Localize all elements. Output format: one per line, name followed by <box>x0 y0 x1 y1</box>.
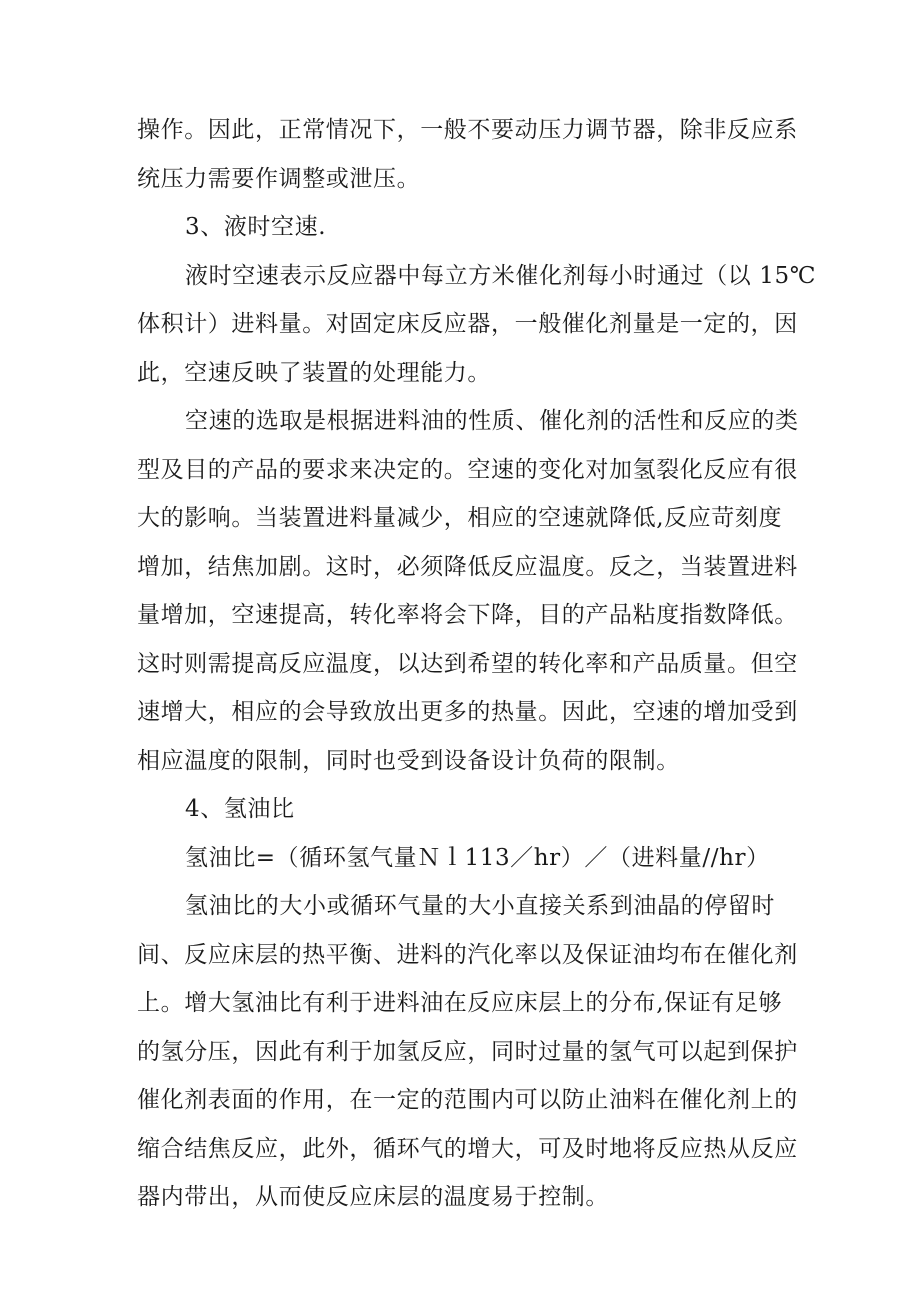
heading-text: 3、液时空速. <box>185 214 327 240</box>
text-line: 液时空速表示反应器中每立方米催化剂每小时通过（以 15℃ <box>185 262 817 289</box>
section-heading-liquid-space-velocity <box>137 203 809 252</box>
text-line: 空速的选取是根据进料油的性质、催化剂的活性和反应的类 <box>185 408 799 434</box>
text-line: 的氢分压，因此有利于加氢反应，同时过量的氢气可以起到保护 <box>137 1038 798 1065</box>
text-line: 催化剂表面的作用，在一定的范围内可以防止油料在催化剂上的 <box>137 1087 798 1113</box>
text-line: 操作。因此，正常情况下，一般不要动压力调节器，除非反应系 <box>137 117 798 143</box>
text-line: 上。增大氢油比有利于进料油在反应床层上的分布,保证有足够 <box>137 990 783 1016</box>
text-line: 器内带出，从而使反应床层的温度易于控制。 <box>137 1184 609 1210</box>
text-line: 统压力需要作调整或泄压。 <box>137 165 421 192</box>
text-line: 氢油比的大小或循环气量的大小直接关系到油晶的停留时 <box>185 893 775 919</box>
paragraph-space-velocity-selection <box>137 397 809 785</box>
heading-text: 4、氢油比 <box>185 796 295 822</box>
text-line: 间、反应床层的热平衡、进料的汽化率以及保证油均布在催化剂 <box>137 941 798 968</box>
text-line: 大的影响。当装置进料量减少，相应的空速就降低,反应苛刻度 <box>137 505 783 531</box>
formula-text: 氢油比=（循环氢气量Ｎｌ113／hr）／（进料量//hr） <box>185 844 770 871</box>
text-line: 此，空速反映了装置的处理能力。 <box>137 359 491 386</box>
section-heading-hydrogen-oil-ratio <box>137 785 809 834</box>
paragraph-hydrogen-oil-ratio-effects <box>137 882 809 1222</box>
text-line: 增加，结焦加剧。这时，必须降低反应温度。反之，当装置进料 <box>137 553 798 580</box>
text-line: 型及目的产品的要求来决定的。空速的变化对加氢裂化反应有很 <box>137 456 798 483</box>
text-line: 相应温度的限制，同时也受到设备设计负荷的限制。 <box>137 747 680 774</box>
paragraph-lhsv-definition <box>137 252 817 398</box>
text-line: 量增加，空速提高，转化率将会下降，目的产品粘度指数降低。 <box>137 602 798 628</box>
text-line: 这时则需提高反应温度，以达到希望的转化率和产品质量。但空 <box>137 650 798 677</box>
text-line: 速增大，相应的会导致放出更多的热量。因此，空速的增加受到 <box>137 699 798 725</box>
paragraph-pressure-regulator <box>137 106 809 203</box>
text-line: 缩合结焦反应，此外，循环气的增大，可及时地将反应热从反应 <box>137 1135 798 1162</box>
formula-hydrogen-oil-ratio <box>137 834 809 883</box>
document-body <box>137 106 817 1222</box>
text-line: 体积计）进料量。对固定床反应器，一般催化剂量是一定的，因 <box>137 311 798 337</box>
